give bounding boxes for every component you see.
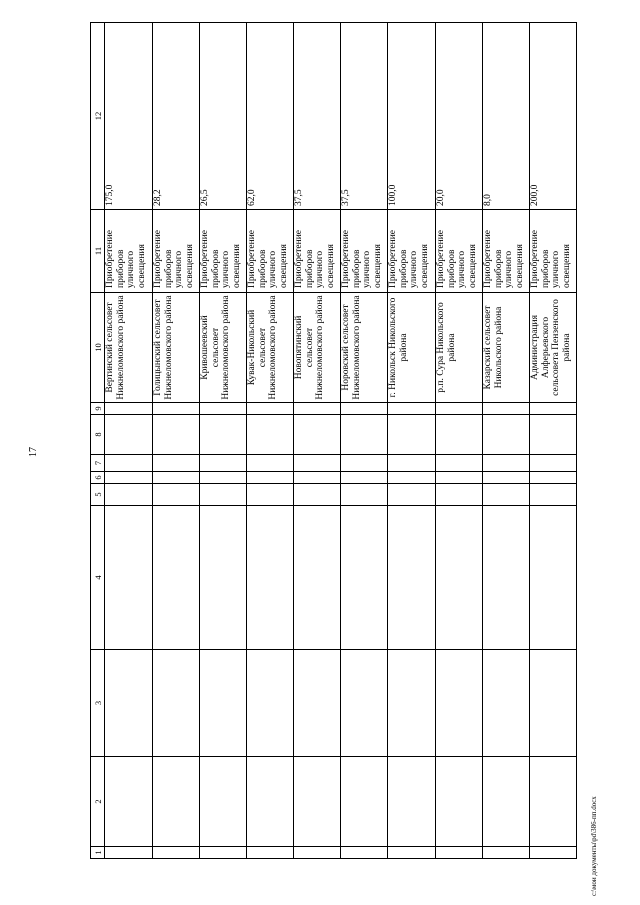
empty-cell xyxy=(436,415,483,455)
amount-cell: 37,5 xyxy=(294,23,341,210)
empty-cell xyxy=(200,650,247,757)
budget-table xyxy=(90,22,577,859)
empty-cell xyxy=(105,506,153,650)
column-number-row xyxy=(91,23,105,859)
empty-cell xyxy=(105,415,153,455)
column-number-cell: 10 xyxy=(91,293,105,403)
empty-cell xyxy=(436,403,483,415)
empty-cell xyxy=(200,415,247,455)
empty-cell xyxy=(530,472,577,484)
empty-cell xyxy=(294,415,341,455)
table-row xyxy=(294,23,341,859)
empty-cell xyxy=(388,455,436,472)
empty-cell xyxy=(153,650,200,757)
empty-cell xyxy=(341,847,388,859)
empty-cell xyxy=(294,484,341,506)
empty-cell xyxy=(105,484,153,506)
recipient-cell: Голицынский сельсовет Нижнеломовского района xyxy=(153,293,200,403)
empty-cell xyxy=(341,455,388,472)
amount-cell: 28,2 xyxy=(153,23,200,210)
empty-cell xyxy=(436,455,483,472)
recipient-cell: Администрация Алферьевского сельсовета Пензенского района xyxy=(530,293,577,403)
column-number-cell: 3 xyxy=(91,650,105,757)
empty-cell xyxy=(153,455,200,472)
empty-cell xyxy=(388,472,436,484)
table-row xyxy=(530,23,577,859)
table-row xyxy=(105,23,153,859)
recipient-cell: Норовский сельсовет Нижнеломовского района xyxy=(341,293,388,403)
empty-cell xyxy=(530,847,577,859)
empty-cell xyxy=(105,403,153,415)
empty-cell xyxy=(153,757,200,847)
empty-cell xyxy=(341,403,388,415)
amount-cell: 62,0 xyxy=(247,23,294,210)
purpose-cell: Приобретение приборов уличного освещения xyxy=(341,210,388,293)
empty-cell xyxy=(341,484,388,506)
empty-cell xyxy=(200,847,247,859)
empty-cell xyxy=(153,403,200,415)
empty-cell xyxy=(388,415,436,455)
empty-cell xyxy=(530,650,577,757)
amount-cell: 200,0 xyxy=(530,23,577,210)
empty-cell xyxy=(436,484,483,506)
recipient-cell: Кувак-Никольский сельсовет Нижнеломовского района xyxy=(247,293,294,403)
table-row xyxy=(200,23,247,859)
recipient-cell: Кривошеевский сельсовет Нижнеломовского района xyxy=(200,293,247,403)
empty-cell xyxy=(341,415,388,455)
empty-cell xyxy=(436,506,483,650)
amount-cell: 26,5 xyxy=(200,23,247,210)
empty-cell xyxy=(341,650,388,757)
empty-cell xyxy=(388,484,436,506)
table-row xyxy=(153,23,200,859)
empty-cell xyxy=(105,757,153,847)
empty-cell xyxy=(200,484,247,506)
recipient-cell: Казарский сельсовет Никольского района xyxy=(483,293,530,403)
empty-cell xyxy=(483,484,530,506)
amount-cell: 8,0 xyxy=(483,23,530,210)
empty-cell xyxy=(388,506,436,650)
purpose-cell: Приобретение приборов уличного освещения xyxy=(483,210,530,293)
column-number-cell: 7 xyxy=(91,455,105,472)
table-row xyxy=(247,23,294,859)
empty-cell xyxy=(530,415,577,455)
empty-cell xyxy=(105,650,153,757)
purpose-cell: Приобретение приборов уличного освещения xyxy=(247,210,294,293)
empty-cell xyxy=(153,472,200,484)
empty-cell xyxy=(247,472,294,484)
column-number-cell: 6 xyxy=(91,472,105,484)
empty-cell xyxy=(436,472,483,484)
purpose-cell: Приобретение приборов уличного освещения xyxy=(153,210,200,293)
empty-cell xyxy=(200,472,247,484)
empty-cell xyxy=(530,403,577,415)
amount-cell: 100,0 xyxy=(388,23,436,210)
empty-cell xyxy=(530,455,577,472)
purpose-cell: Приобретение приборов уличного освещения xyxy=(530,210,577,293)
empty-cell xyxy=(105,455,153,472)
empty-cell xyxy=(483,847,530,859)
empty-cell xyxy=(294,403,341,415)
empty-cell xyxy=(294,455,341,472)
empty-cell xyxy=(341,472,388,484)
empty-cell xyxy=(200,403,247,415)
empty-cell xyxy=(294,847,341,859)
empty-cell xyxy=(200,455,247,472)
empty-cell xyxy=(105,472,153,484)
column-number-cell: 12 xyxy=(91,23,105,210)
purpose-cell: Приобретение приборов уличного освещения xyxy=(105,210,153,293)
column-number-cell: 4 xyxy=(91,506,105,650)
empty-cell xyxy=(436,757,483,847)
table-row xyxy=(483,23,530,859)
table-row xyxy=(341,23,388,859)
empty-cell xyxy=(247,757,294,847)
table-row xyxy=(436,23,483,859)
empty-cell xyxy=(105,847,153,859)
empty-cell xyxy=(483,472,530,484)
amount-cell: 37,5 xyxy=(341,23,388,210)
empty-cell xyxy=(247,847,294,859)
empty-cell xyxy=(388,847,436,859)
page-number: 17 xyxy=(28,447,39,457)
empty-cell xyxy=(153,484,200,506)
empty-cell xyxy=(247,650,294,757)
column-number-cell: 9 xyxy=(91,403,105,415)
column-number-cell: 11 xyxy=(91,210,105,293)
empty-cell xyxy=(294,506,341,650)
empty-cell xyxy=(483,415,530,455)
table-row xyxy=(388,23,436,859)
empty-cell xyxy=(483,757,530,847)
purpose-cell: Приобретение приборов уличного освещения xyxy=(294,210,341,293)
amount-cell: 20,0 xyxy=(436,23,483,210)
empty-cell xyxy=(200,757,247,847)
empty-cell xyxy=(436,847,483,859)
purpose-cell: Приобретение приборов уличного освещения xyxy=(388,210,436,293)
column-number-cell: 1 xyxy=(91,847,105,859)
empty-cell xyxy=(388,650,436,757)
empty-cell xyxy=(247,415,294,455)
column-number-cell: 8 xyxy=(91,415,105,455)
empty-cell xyxy=(388,403,436,415)
empty-cell xyxy=(483,403,530,415)
empty-cell xyxy=(530,484,577,506)
empty-cell xyxy=(530,506,577,650)
empty-cell xyxy=(247,506,294,650)
recipient-cell: г. Никольск Никольского района xyxy=(388,293,436,403)
column-number-cell: 2 xyxy=(91,757,105,847)
empty-cell xyxy=(483,455,530,472)
recipient-cell: р.п. Сура Никольского района xyxy=(436,293,483,403)
empty-cell xyxy=(153,415,200,455)
empty-cell xyxy=(530,757,577,847)
footer-file-path: c:\мои документы\pd\386-пп.docx xyxy=(590,796,598,896)
purpose-cell: Приобретение приборов уличного освещения xyxy=(200,210,247,293)
empty-cell xyxy=(200,506,247,650)
purpose-cell: Приобретение приборов уличного освещения xyxy=(436,210,483,293)
table-body xyxy=(91,23,577,859)
empty-cell xyxy=(483,650,530,757)
empty-cell xyxy=(341,757,388,847)
amount-cell: 175,0 xyxy=(105,23,153,210)
empty-cell xyxy=(388,757,436,847)
empty-cell xyxy=(436,650,483,757)
empty-cell xyxy=(341,506,388,650)
empty-cell xyxy=(247,455,294,472)
empty-cell xyxy=(483,506,530,650)
column-number-cell: 5 xyxy=(91,484,105,506)
empty-cell xyxy=(247,484,294,506)
recipient-cell: Новопятинский сельсовет Нижнеломовского района xyxy=(294,293,341,403)
empty-cell xyxy=(294,650,341,757)
empty-cell xyxy=(153,847,200,859)
recipient-cell: Вертинский сельсовет Нижнеломовского района xyxy=(105,293,153,403)
empty-cell xyxy=(153,506,200,650)
empty-cell xyxy=(294,472,341,484)
empty-cell xyxy=(247,403,294,415)
empty-cell xyxy=(294,757,341,847)
